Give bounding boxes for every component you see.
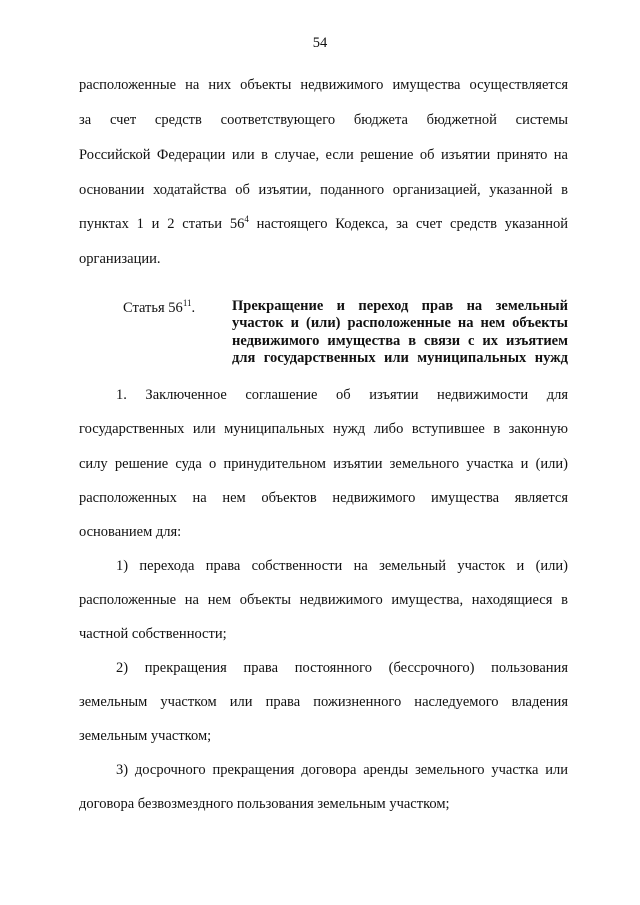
article-label-suffix: .: [191, 300, 196, 316]
item1-line-2: расположенные на нем объекты недвижимого имущества, находящиеся в: [79, 592, 568, 608]
item2-line-2: земельным участком или права пожизненного наследуемого владения: [79, 694, 568, 710]
intro-line-1: расположенные на них объекты недвижимого имущества осуществляется: [79, 77, 568, 93]
para1-line-2: государственных или муниципальных нужд либо вступившее в законную: [79, 421, 568, 437]
article-title-line-2: участок и (или) расположенные на нем объекты: [232, 315, 568, 331]
para1-line-3: силу решение суда о принудительном изъятии земельного участка и (или): [79, 456, 568, 472]
intro-line-2: за счет средств соответствующего бюджета бюджетной системы: [79, 112, 568, 128]
page-number: 54: [312, 35, 328, 51]
para1-line-4: расположенных на нем объектов недвижимого имущества является: [79, 490, 568, 506]
para1-line-5: основанием для:: [79, 524, 182, 540]
item2-line-3: земельным участком;: [79, 728, 212, 744]
para1-line-1: 1. Заключенное соглашение об изъятии недвижимости для: [116, 387, 568, 403]
article-title-line-4: для государственных или муниципальных нужд: [232, 350, 568, 366]
article-reference-superscript: 4: [244, 214, 249, 224]
article-title-line-3: недвижимого имущества в связи с их изъятием: [232, 333, 568, 349]
intro-line-3: Российской Федерации или в случае, если решение об изъятии принято на: [79, 147, 568, 163]
intro-line-4: основании ходатайства об изъятии, поданного организацией, указанной в: [79, 182, 568, 198]
intro-line-5-end: настоящего Кодекса, за счет средств указанной: [248, 216, 568, 232]
item2-line-1: 2) прекращения права постоянного (бессрочного) пользования: [116, 660, 568, 676]
article-label-prefix: Статья 56: [123, 300, 183, 316]
article-title-line-1: Прекращение и переход прав на земельный: [232, 298, 568, 314]
item3-line-1: 3) досрочного прекращения договора аренды земельного участка или: [116, 762, 568, 778]
intro-line-6: организации.: [79, 251, 161, 267]
item1-line-1: 1) перехода права собственности на земельный участок и (или): [116, 558, 568, 574]
article-label: [123, 300, 195, 317]
intro-line-5: [79, 215, 568, 233]
intro-line-5-start: пунктах 1 и 2 статьи 56: [79, 216, 245, 232]
item1-line-3: частной собственности;: [79, 626, 227, 642]
article-label-superscript: 11: [182, 298, 192, 308]
item3-line-2: договора безвозмездного пользования земельным участком;: [79, 796, 450, 812]
